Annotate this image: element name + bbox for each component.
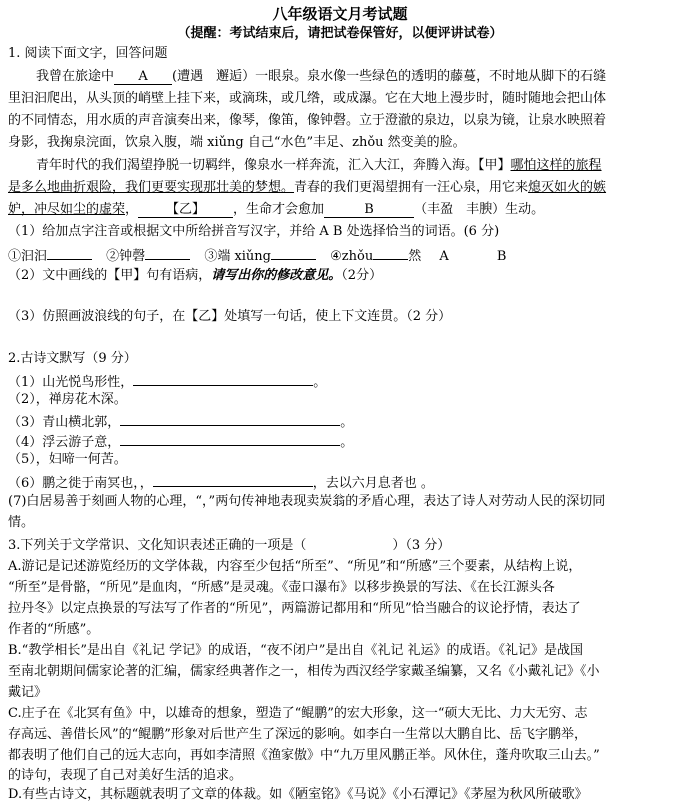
q1-sub-1: （1）给加点字注音或根据文中所给拼音写汉字，并给 A B 处选择恰当的词语。(6 分) [8, 224, 500, 239]
q1-sub-3: （3）仿照画波浪线的句子，在【乙】处填写一句话，使上下文连贯。（2 分） [8, 309, 452, 324]
q2-line-2: （2），禅房花木深。 [8, 392, 127, 407]
passage-text: 青春的我们更渴望拥有一汪心泉，用它来 [294, 180, 529, 195]
wavy-sentence: 熄灭如火的嫉 [528, 180, 607, 195]
passage-text: (遭遇 邂逅）一眼泉。泉水像一些绿色的透明的藤蔓，不时地从脚下的石缝 [172, 69, 607, 84]
q1-heading: 1. 阅读下面文字，回答问题 [8, 46, 168, 61]
q1-sub-1-items: ①汩汩 ②钟磬 ③端 xiǔng ④zhǒu 然 A B [8, 244, 672, 267]
q1-passage-line-1 [36, 67, 672, 87]
q2-line-7: (7)白居易善于刻画人物的心理，“，”两句传神地表现卖炭翁的矛盾心理，表达了诗人对劳动人民的深切同 [8, 494, 606, 509]
wavy-sentence: 妒，冲尽如尘的虚荣 [8, 202, 126, 217]
option-b-line-1: B.“教学相长”是出自《礼记 学记》的成语，“夜不闭户”是出自《礼记 礼运》的成语。《礼记》是战国 [8, 643, 584, 658]
option-c-line-2: 存高远、善借长风”的“鲲鹏”形象对后世产生了深远的影响。如李白一生常以大鹏自比、岳飞字鹏举， [8, 727, 587, 742]
option-c-line-3: 都表明了他们自己的远大志向，再如李清照《渔家傲》中“九万里风鹏正举。风休住，蓬舟吹取三山去。” [8, 748, 600, 763]
q1-passage-line-7: 妒，冲尽如尘的虚荣， 【乙】 ，生命才会愈加 B （丰盈 丰腴）生动。 [8, 202, 545, 217]
q1-passage-line-3: 的不同情态，用水质的声音演奏出来，像琴，像笛，像钟磬。立于澄澈的泉边，以泉为镜，让泉水映照着 [8, 113, 607, 128]
answer-blank[interactable] [47, 244, 92, 260]
blank-a[interactable]: A [114, 69, 172, 85]
q2-line-4: （4）浮云游子意， 。 [8, 430, 672, 453]
q1-sub-2: （2）文中画线的【甲】句有语病，请写出你的修改意见。（2分） [8, 268, 383, 283]
answer-blank[interactable] [120, 430, 340, 446]
answer-blank[interactable] [373, 244, 408, 260]
q2-heading: 2.古诗文默写（9 分） [8, 351, 137, 366]
option-b-line-2: 至南北朝期间儒家论著的汇编，儒家经典著作之一，相传为西汉经学家戴圣编纂，又名《小戴礼记》《小 [8, 664, 600, 679]
q2-line-5: （5），妇啼一何苦。 [8, 452, 127, 467]
option-a-line-2: “所至”是骨骼，“所见”是血肉，“所感”是灵魂。《壶口瀑布》以移步换景的写法、《在长江源头各 [8, 580, 555, 595]
answer-blank[interactable] [120, 410, 340, 426]
passage-text: ，生命才会愈加 [233, 202, 325, 217]
q2-line-6: （6）鹏之徙于南冥也，， ，去以六月息者也 。 [8, 471, 672, 494]
passage-text: 我曾在旅途中 [36, 69, 115, 84]
q1-passage-line-2: 里汩汩爬出，从头顶的峭壁上挂下来，或滴珠，或几绺，或成瀑。它在大地上漫步时，随时随地会把山体 [8, 91, 607, 106]
q1-passage-line-4: 身影，我掬泉浣面，饮泉入腹，端 xiǔng 自己“水色”丰足、zhǒu 然变美的脸。 [8, 135, 466, 150]
q2-line-1: （1）山光悦鸟形性， 。 [8, 370, 672, 393]
answer-blank[interactable] [145, 244, 190, 260]
option-b-line-3: 戴记》 [8, 685, 48, 700]
option-a-line-4: 作者的“所感”。 [8, 622, 100, 637]
option-a-line-3: 拉丹冬》以定点换景的写法写了作者的“所见”，两篇游记都用和“所见”恰当融合的议论抒情，表达了 [8, 601, 581, 616]
answer-blank[interactable] [133, 370, 313, 386]
q1-passage-line-5 [36, 156, 672, 176]
choice-label-a: A [439, 249, 449, 264]
exam-notice: （提醒：考试结束后，请把试卷保管好，以便评讲试卷） [177, 26, 503, 41]
exam-title: 八年级语文月考试题 [272, 5, 408, 23]
q2-line-3: （3）青山横北郭， 。 [8, 410, 672, 433]
blank-b[interactable]: B [324, 202, 414, 218]
option-d-line-1: D.有些古诗文，其标题就表明了文章的体裁。如《陋室铭》《马说》《小石潭记》《茅屋为秋风所破歌》 [8, 787, 588, 802]
answer-blank[interactable] [271, 244, 316, 260]
q1-passage-line-6 [8, 178, 672, 198]
option-a-line-1: A.游记是记述游览经历的文学体裁，内容至少包括“所至”、“所见”和“所感”三个要素，从结构上说， [8, 559, 582, 574]
answer-blank[interactable] [153, 471, 313, 487]
underlined-sentence-jia: 哪怕这样的旅程 [510, 158, 602, 173]
option-c-line-4: 的诗句，表现了自己对美好生活的追求。 [8, 768, 243, 783]
underlined-sentence-jia: 是多么地曲折艰险，我们更要实现那壮美的梦想。 [8, 180, 295, 195]
q2-line-7-cont: 情。 [8, 515, 35, 530]
option-c-line-1: C.庄子在《北冥有鱼》中，以雄奇的想象，塑造了“鲲鹏”的宏大形象，这一“硕大无比、力大无穷、志 [8, 706, 588, 721]
q3-heading: 3.下列关于文学常识、文化知识表述正确的一项是（ ）（3 分） [8, 538, 451, 553]
choice-label-b: B [496, 249, 507, 264]
blank-yi[interactable]: 【乙】 [138, 202, 233, 218]
passage-text: （丰盈 丰腴）生动。 [414, 202, 545, 217]
passage-text: 青年时代的我们渴望挣脱一切羁绊，像泉水一样奔流，汇入大江，奔腾入海。【甲】 [36, 158, 511, 173]
